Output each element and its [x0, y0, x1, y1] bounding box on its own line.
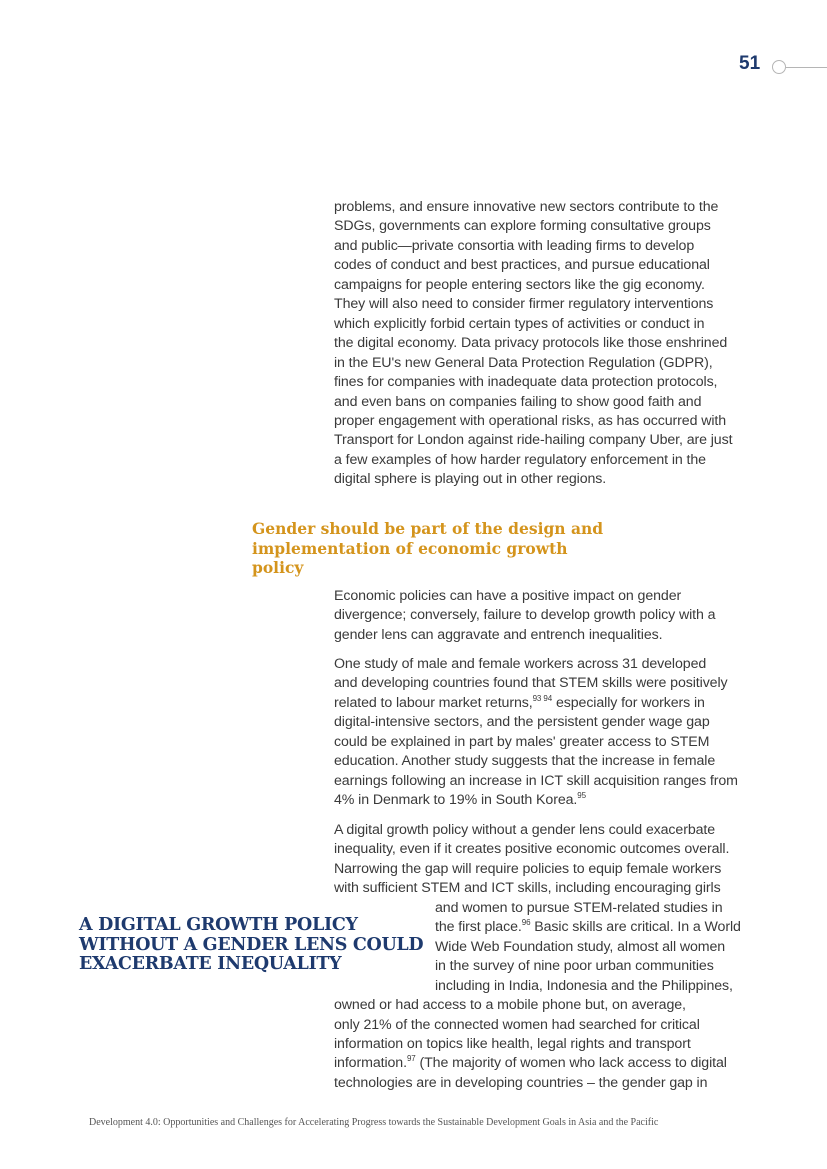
text-line: technologies are in developing countries – the gender gap in [334, 1074, 708, 1091]
page-number: 51 [739, 53, 761, 74]
footnote-ref[interactable]: 96 [521, 918, 531, 928]
text-line: Transport for London against ride-hailing company Uber, are just [334, 432, 733, 449]
text-fragment: related to labour market returns, [334, 694, 533, 711]
text-line: gender lens can aggravate and entrench inequalities. [334, 626, 663, 643]
text-line: which explicitly forbid certain types of activities or conduct in [334, 315, 705, 332]
text-line: earnings following an increase in ICT skill acquisition ranges from [334, 772, 738, 789]
text-line: One study of male and female workers across 31 developed [334, 656, 707, 672]
text-line: fines for companies with inadequate data protection protocols, [334, 374, 718, 391]
text-line: education. Another study suggests that the increase in female [334, 753, 716, 770]
text-line: Narrowing the gap will require policies to equip female workers [334, 860, 722, 877]
text-line: SDGs, governments can explore forming consultative groups [334, 218, 711, 235]
heading-line: implementation of economic growth [252, 538, 568, 558]
heading-line: policy [252, 558, 304, 577]
section-heading [252, 519, 603, 578]
text-line: and developing countries found that STEM skills were positively [334, 675, 728, 692]
intro-paragraph [334, 198, 732, 490]
text-line: only 21% of the connected women had searched for critical [334, 1016, 700, 1033]
text-line: problems, and ensure innovative new sectors contribute to the [334, 199, 719, 215]
text-line [334, 694, 738, 713]
text-line: information on topics like health, legal rights and transport [334, 1035, 691, 1052]
text-line: in the EU's new General Data Protection Regulation (GDPR), [334, 354, 713, 371]
text-line: including in India, Indonesia and the Philippines, [435, 977, 733, 994]
text-line: and women to pursue STEM-related studies in [435, 899, 723, 916]
text-line [334, 791, 738, 810]
text-line: A digital growth policy without a gender lens could exacerbate [334, 822, 716, 838]
text-fragment: 4% in Denmark to 19% in South Korea. [334, 792, 578, 809]
text-fragment: Basic skills are critical. In a World [530, 919, 741, 936]
text-line: Economic policies can have a positive impact on gender [334, 588, 682, 604]
text-line: and even bans on companies failing to show good faith and [334, 393, 702, 410]
page-marker-line [786, 67, 827, 68]
text-line: proper engagement with operational risks, as has occurred with [334, 412, 727, 429]
text-line [334, 1054, 741, 1073]
text-line: campaigns for people entering sectors like the gig economy. [334, 276, 705, 293]
heading-line: Gender should be part of the design and [252, 519, 604, 538]
page-marker-circle-icon [772, 60, 786, 74]
page-footer: Development 4.0: Opportunities and Challenges for Accelerating Progress towards the Sustainable Development Goals in Asia and the Pacific [89, 1117, 659, 1128]
text-line: codes of conduct and best practices, and pursue educational [334, 257, 710, 274]
text-line: in the survey of nine poor urban communities [435, 958, 714, 975]
text-line: the digital economy. Data privacy protocols like those enshrined [334, 335, 728, 352]
text-line: divergence; conversely, failure to develop growth policy with a [334, 607, 716, 624]
footnote-ref[interactable]: 95 [577, 791, 586, 801]
pull-quote-line: EXACERBATE INEQUALITY [79, 954, 342, 975]
pull-quote [79, 916, 423, 975]
text-line: could be explained in part by males' greater access to STEM [334, 733, 710, 750]
text-line: They will also need to consider firmer regulatory interventions [334, 296, 714, 313]
text-line: inequality, even if it creates positive economic outcomes overall. [334, 841, 730, 858]
pull-quote-line: A DIGITAL GROWTH POLICY [79, 915, 358, 935]
text-line: a few examples of how harder regulatory enforcement in the [334, 451, 706, 468]
footnote-ref[interactable]: 97 [406, 1054, 416, 1064]
paragraph-gender-lens [334, 587, 715, 645]
text-fragment: (The majority of women who lack access to digital [415, 1055, 727, 1072]
text-line: digital sphere is playing out in other regions. [334, 471, 607, 488]
footnote-ref[interactable]: 93 94 [532, 693, 553, 703]
text-line: and public—private consortia with leading firms to develop [334, 237, 695, 254]
pull-quote-line: WITHOUT A GENDER LENS COULD [79, 934, 424, 955]
text-fragment: information. [334, 1055, 407, 1072]
text-fragment: especially for workers in [552, 694, 705, 711]
text-line: owned or had access to a mobile phone but, on average, [334, 997, 686, 1014]
text-line: digital-intensive sectors, and the persistent gender wage gap [334, 714, 710, 731]
text-line: Wide Web Foundation study, almost all women [435, 938, 726, 955]
text-line: with sufficient STEM and ICT skills, including encouraging girls [334, 880, 721, 897]
text-fragment: the first place. [435, 919, 522, 936]
paragraph-stem-study [334, 655, 738, 811]
